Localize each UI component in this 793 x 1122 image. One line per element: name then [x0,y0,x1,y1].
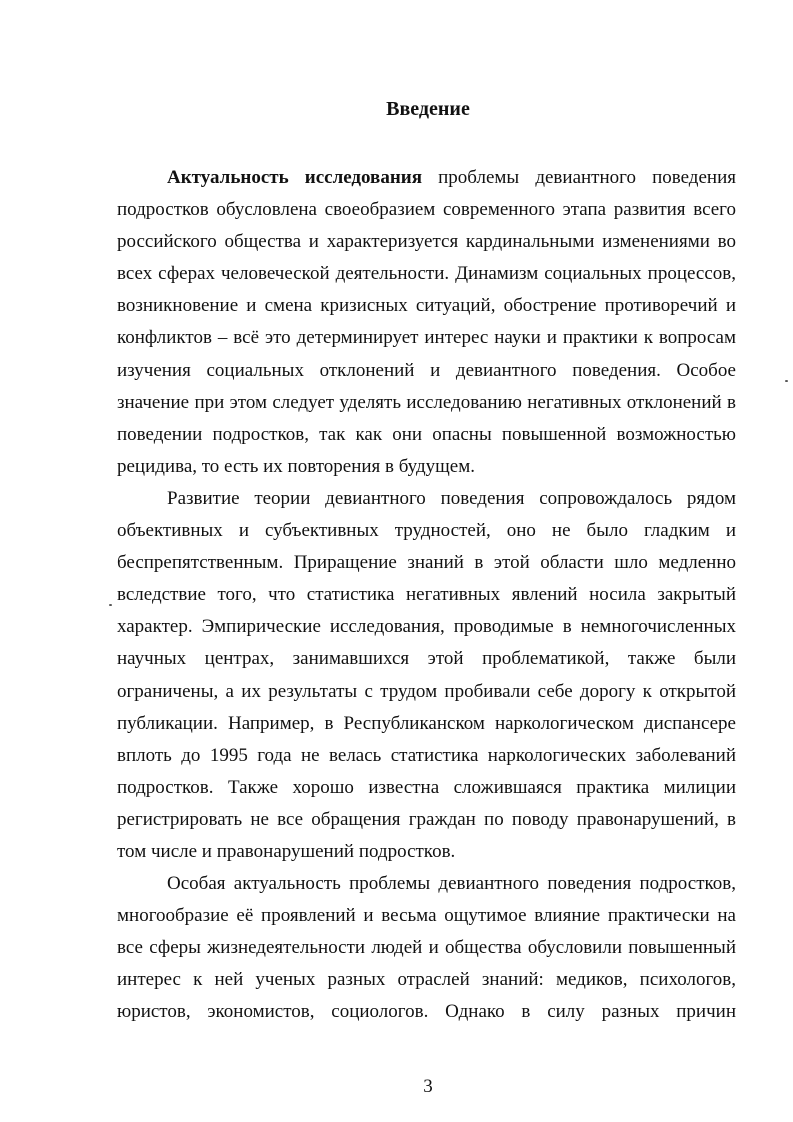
paragraph-2-text: Развитие теории девиантного поведения сопровождалось рядом объективных и субъективных трудностей, оно не было гладким и беспрепятственным. Приращение знаний в этой области шло медленно вследствие того, что статистика негативных явлений носила закрытый характер. Эмпирические исследования, проводимые в немногочисленных научных центрах, занимавшихся этой проблематикой, также были ограничены, а их результаты с трудом пробивали себе дорогу к открытой публикации. Например, в Республиканском наркологическом диспансере вплоть до 1995 года не велась статистика наркологических заболеваний подростков. Также хорошо известна сложившаяся практика милиции регистрировать не все обращения граждан по поводу правонарушений, в том числе и правонарушений подростков. [117,487,736,862]
paragraph-1 [117,162,736,483]
body-text [117,162,736,1029]
paragraph-3-text: Особая актуальность проблемы девиантного поведения подростков, многообразие её проявлений и весьма ощутимое влияние практически на все сферы жизнедеятельности людей и общества обусловили повышенный интерес к ней ученых разных отраслей знаний: медиков, психологов, юристов, экономистов, социологов. Однако в силу разных причин [117,873,736,1023]
scan-speck [109,604,112,606]
paragraph-2 [117,483,736,868]
scan-speck [785,380,788,382]
page-title: Введение [386,98,470,120]
page-number: 3 [423,1076,433,1097]
paragraph-1-text: проблемы девиантного поведения подростков обусловлена своеобразием современного этапа развития всего российского общества и характеризуется кардинальными изменениями во всех сферах человеческой деятельности. Динамизм социальных процессов, возникновение и смена кризисных ситуаций, обострение противоречий и конфликтов – всё это детерминирует интерес науки и практики к вопросам изучения социальных отклонений и девиантного поведения. Особое значение при этом следует уделять исследованию негативных отклонений в поведении подростков, так как они опасны повышенной возможностью рецидива, то есть их повторения в будущем. [117,167,736,477]
paragraph-1-lead: Актуальность исследования [167,167,422,188]
paragraph-3 [117,868,736,1028]
